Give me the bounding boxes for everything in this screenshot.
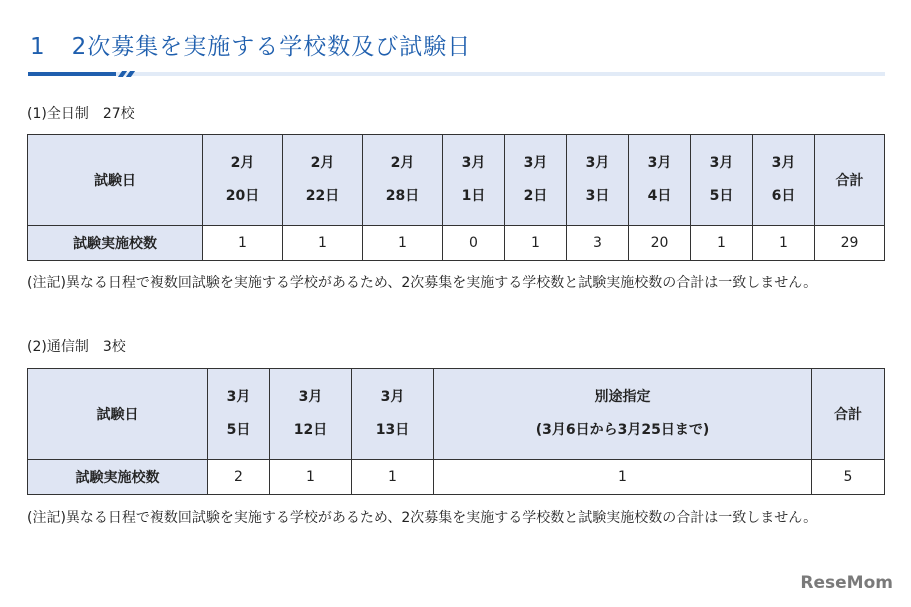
date-header [753, 135, 815, 226]
date-header [270, 369, 352, 460]
date-header [505, 135, 567, 226]
row-header-count: 試験実施校数 [28, 460, 208, 495]
date-day: 13日 [375, 422, 410, 438]
title-underline-accent [28, 72, 116, 76]
total-cell: 5 [812, 460, 885, 495]
date-day: 5日 [709, 188, 734, 204]
row-header-date: 試験日 [28, 135, 203, 226]
underline-slash [126, 71, 135, 77]
date-month: 3月 [461, 155, 486, 171]
date-header [352, 369, 434, 460]
date-header [203, 135, 283, 226]
count-cell: 1 [203, 226, 283, 261]
section2-count-row [28, 460, 885, 495]
count-cell: 1 [283, 226, 363, 261]
row-header-count: 試験実施校数 [28, 226, 203, 261]
count-cell: 1 [352, 460, 434, 495]
special-date-range: (3月6日から3月25日まで) [535, 422, 710, 438]
count-cell: 3 [567, 226, 629, 261]
resemom-logo: ReseMom [800, 573, 893, 593]
total-header: 合計 [812, 369, 885, 460]
date-header [283, 135, 363, 226]
title-text: 2次募集を実施する学校数及び試験日 [71, 34, 472, 60]
total-cell: 29 [815, 226, 885, 261]
date-header [691, 135, 753, 226]
date-day: 28日 [385, 188, 420, 204]
date-month: 3月 [298, 389, 323, 405]
date-month: 3月 [380, 389, 405, 405]
date-month: 2月 [230, 155, 255, 171]
date-day: 12日 [293, 422, 328, 438]
date-month: 3月 [585, 155, 610, 171]
section2-note: (注記)異なる日程で複数回試験を実施する学校があるため、2次募集を実施する学校数と試験実施校数の合計は一致しません。 [27, 510, 818, 526]
count-cell: 1 [270, 460, 352, 495]
title-underline [28, 72, 885, 76]
date-header [629, 135, 691, 226]
date-month: 3月 [771, 155, 796, 171]
special-date-label: 別途指定 [594, 389, 651, 405]
count-cell: 0 [443, 226, 505, 261]
section1-note: (注記)異なる日程で複数回試験を実施する学校があるため、2次募集を実施する学校数と試験実施校数の合計は一致しません。 [27, 275, 818, 291]
date-month: 2月 [310, 155, 335, 171]
date-header [567, 135, 629, 226]
count-cell: 20 [629, 226, 691, 261]
total-header: 合計 [815, 135, 885, 226]
date-header [443, 135, 505, 226]
count-cell: 1 [753, 226, 815, 261]
date-header [363, 135, 443, 226]
section2-table [27, 368, 885, 495]
title-number: 1 [30, 34, 46, 60]
section1-heading: (1)全日制 27校 [27, 106, 135, 122]
count-cell: 2 [208, 460, 270, 495]
date-month: 3月 [523, 155, 548, 171]
section1-table [27, 134, 885, 261]
section1-date-row [28, 135, 885, 226]
count-cell: 1 [691, 226, 753, 261]
date-day: 3日 [585, 188, 610, 204]
date-day: 2日 [523, 188, 548, 204]
section1-count-row [28, 226, 885, 261]
date-day: 22日 [305, 188, 340, 204]
date-day: 1日 [461, 188, 486, 204]
date-month: 3月 [647, 155, 672, 171]
section2-heading: (2)通信制 3校 [27, 339, 126, 355]
date-day: 6日 [771, 188, 796, 204]
row-header-date: 試験日 [28, 369, 208, 460]
date-month: 2月 [390, 155, 415, 171]
page-title [30, 28, 471, 61]
date-day: 4日 [647, 188, 672, 204]
date-header [208, 369, 270, 460]
date-day: 20日 [225, 188, 260, 204]
section2-date-row [28, 369, 885, 460]
date-header-special [434, 369, 812, 460]
date-month: 3月 [709, 155, 734, 171]
date-day: 5日 [226, 422, 251, 438]
count-cell: 1 [505, 226, 567, 261]
count-cell: 1 [363, 226, 443, 261]
date-month: 3月 [226, 389, 251, 405]
count-cell: 1 [434, 460, 812, 495]
